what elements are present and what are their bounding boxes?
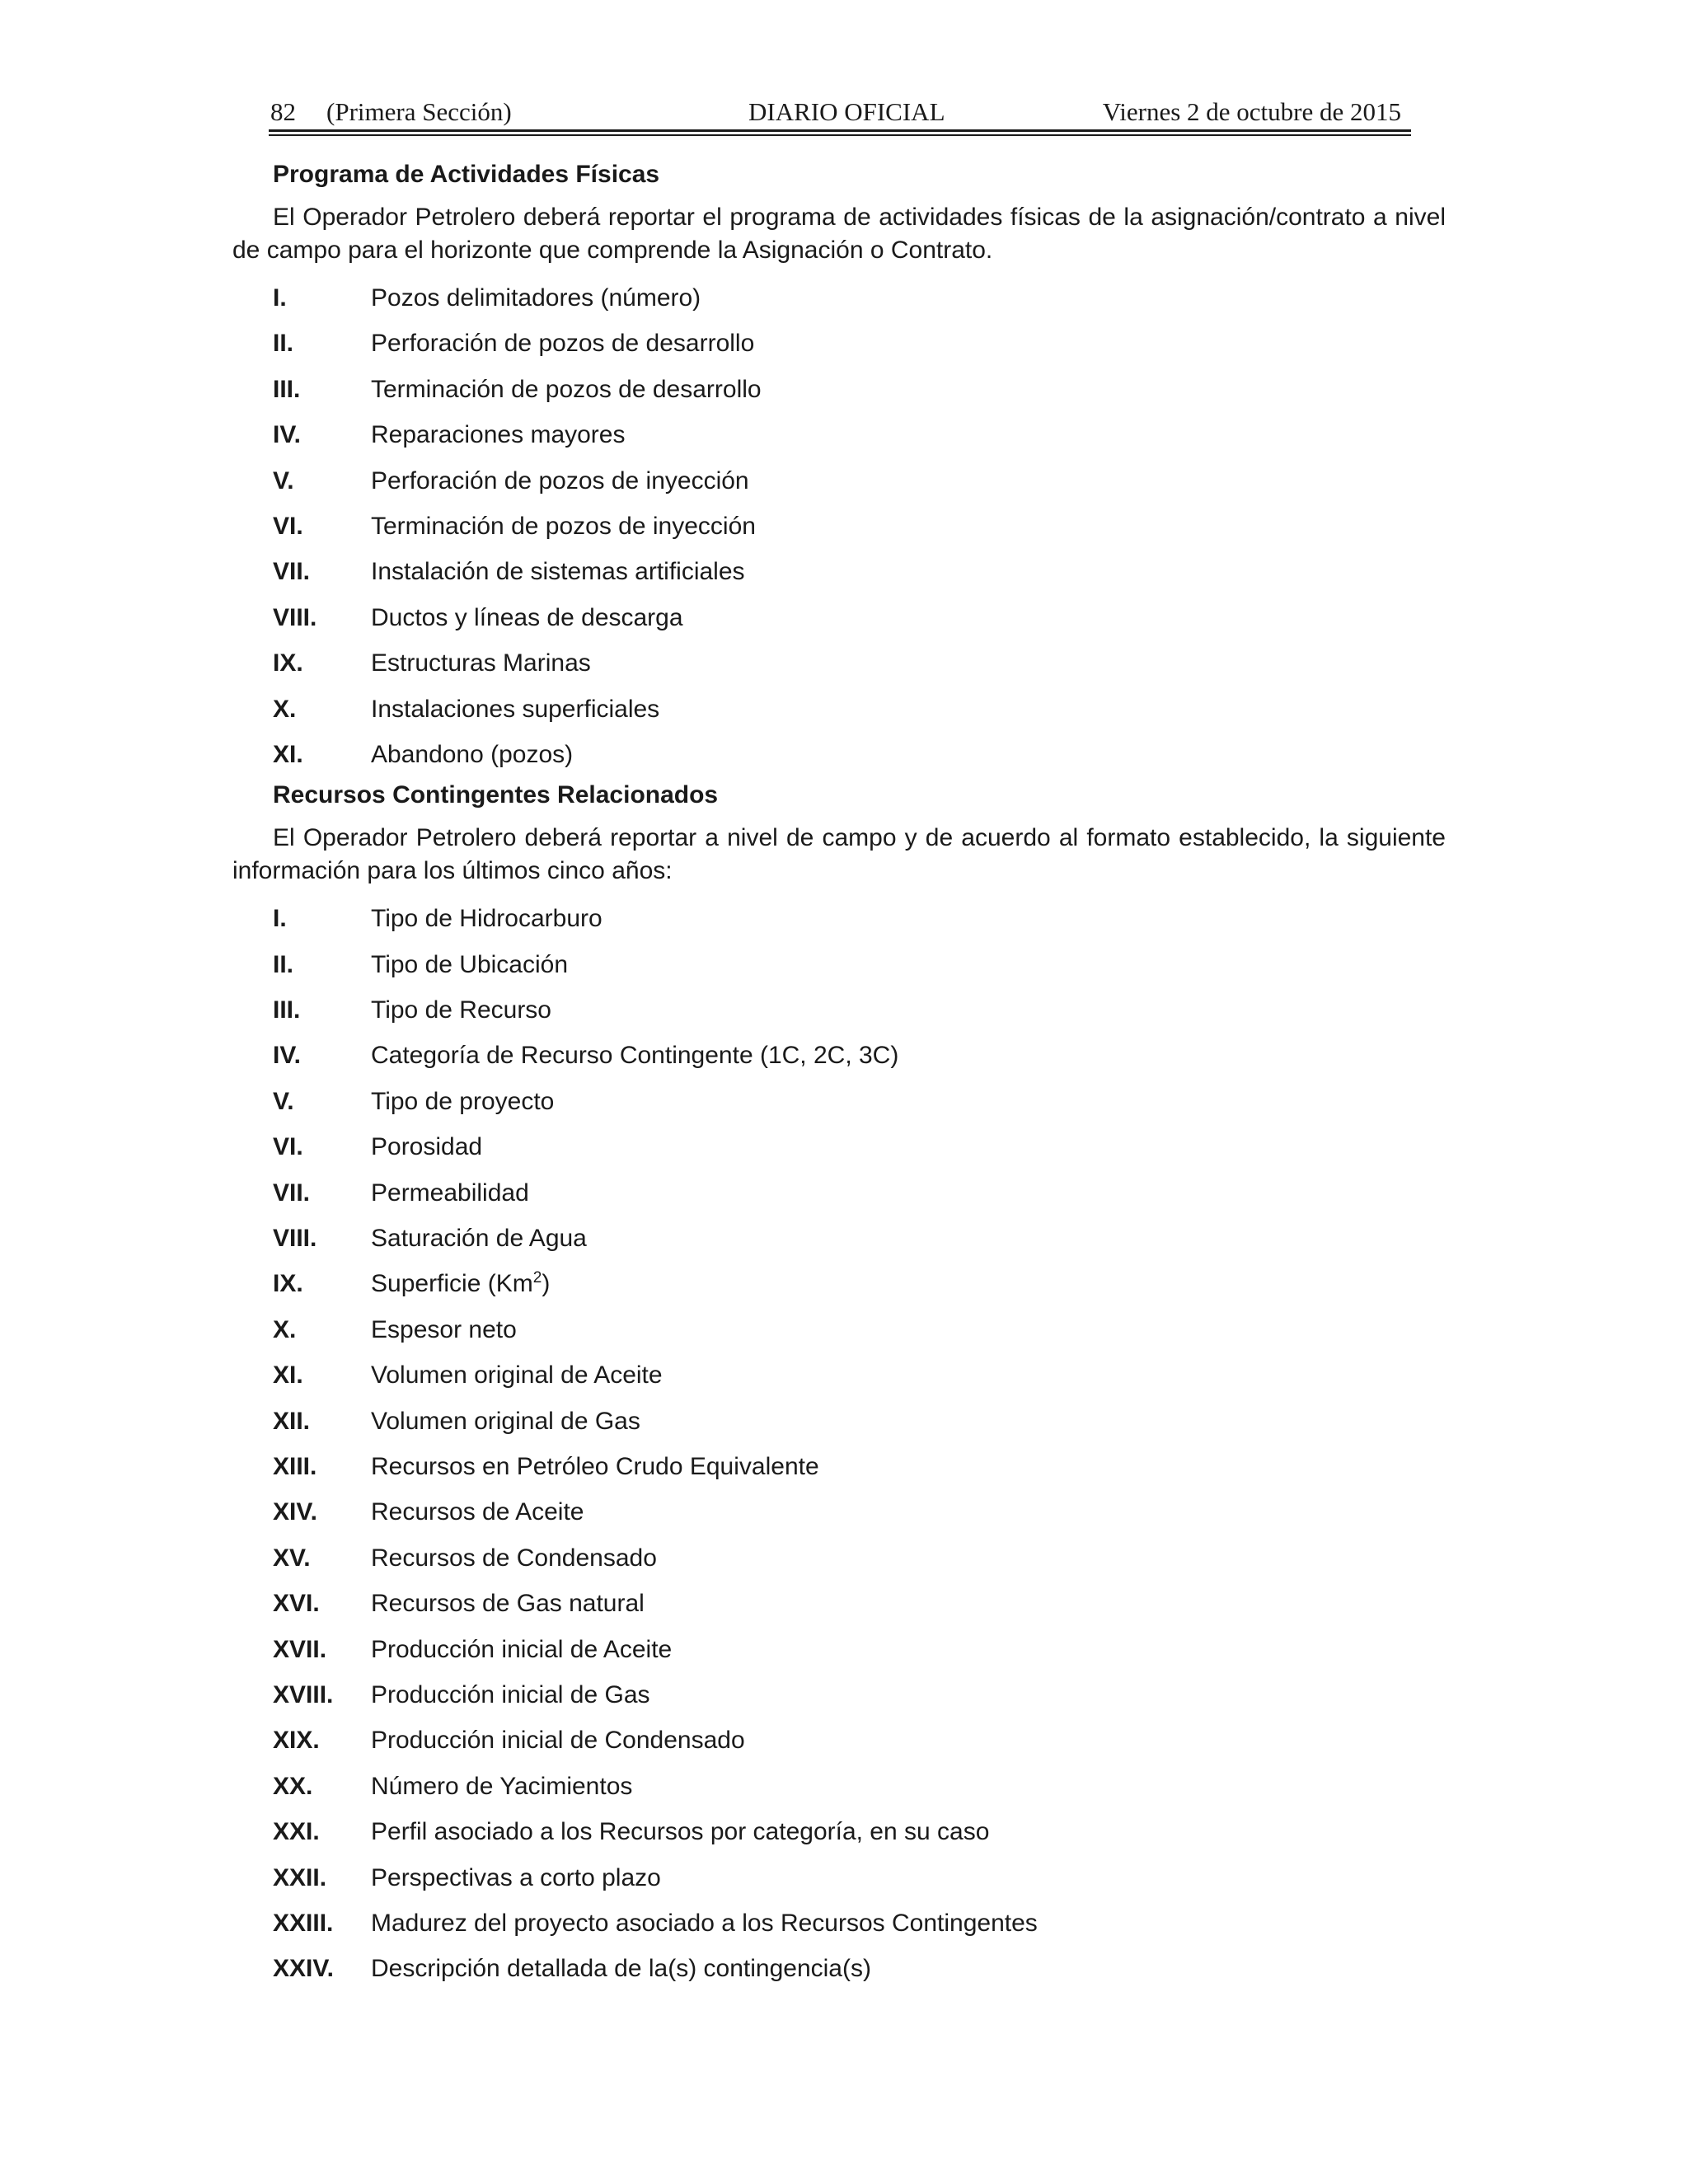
list-item-text-main: Reparaciones mayores: [371, 421, 626, 449]
list-item-number: XVIII.: [273, 1680, 334, 1708]
list-item: [232, 1900, 1446, 1946]
list-item: [232, 1444, 1446, 1489]
list-item-text: [371, 1900, 1038, 1946]
list-item: [232, 1718, 1446, 1763]
list-item-text-main: Abandono (pozos): [371, 740, 574, 768]
list-item-text-main: Pozos delimitadores (número): [371, 284, 701, 312]
list-item-number: II.: [273, 950, 294, 978]
page-number: 82: [270, 97, 296, 126]
list-item-text-suffix: ): [542, 1270, 551, 1298]
list-item-text: [371, 1672, 650, 1718]
list-item-number: XXIII.: [273, 1909, 334, 1937]
list-item-number: III.: [273, 996, 301, 1024]
list-item-text-main: Descripción detallada de la(s) contingencia(s): [371, 1955, 871, 1983]
list-item-text-main: Perspectivas a corto plazo: [371, 1863, 661, 1891]
list-item: [232, 1079, 1446, 1124]
publication-name: DIARIO OFICIAL: [748, 97, 945, 126]
list-item: [232, 1307, 1446, 1352]
list-item-text: [371, 1033, 898, 1078]
list-item-text: [371, 504, 756, 549]
list-item-text: [371, 896, 603, 941]
list-item-number: XIX.: [273, 1727, 320, 1755]
list-item-number: XV.: [273, 1544, 311, 1572]
list-item-text: [371, 1718, 745, 1763]
list-item-text: [371, 595, 683, 640]
page-header: [270, 94, 1401, 130]
list-item: [232, 1216, 1446, 1261]
list-item-text: [371, 1764, 632, 1809]
list-item-number: XXIV.: [273, 1955, 334, 1983]
section-paragraph-physical-activities: El Operador Petrolero deberá reportar el programa de actividades físicas de la asignación/contrato a nivel de campo para el horizonte que comprende la Asignación o Contrato.: [232, 204, 1446, 264]
list-item: [232, 1261, 1446, 1306]
list-item: [232, 321, 1446, 366]
list-item: [232, 1627, 1446, 1672]
list-item-text-main: Instalaciones superficiales: [371, 695, 660, 723]
list-item-text-main: Tipo de Ubicación: [371, 950, 569, 978]
list-item-text-main: Recursos en Petróleo Crudo Equivalente: [371, 1452, 819, 1480]
list-item-text: [371, 640, 591, 686]
list-item-text: [371, 1855, 661, 1900]
list-item-number: VIII.: [273, 1225, 317, 1253]
list-item-text: [371, 1946, 871, 1991]
list-item: [232, 942, 1446, 987]
list-item-number: II.: [273, 330, 294, 358]
list-item-number: VIII.: [273, 603, 317, 631]
list-item-text-main: Recursos de Condensado: [371, 1544, 657, 1572]
list-item-text: [371, 942, 568, 987]
list-item: [232, 1399, 1446, 1444]
list-item-text: [371, 987, 551, 1033]
list-item-text-main: Volumen original de Aceite: [371, 1361, 663, 1390]
list-item: [232, 1535, 1446, 1581]
list-item: [232, 549, 1446, 594]
list-item-number: VI.: [273, 512, 303, 540]
list-item: [232, 595, 1446, 640]
list-item-text-main: Recursos de Gas natural: [371, 1590, 645, 1618]
list-item-number: XI.: [273, 740, 303, 768]
list-item: [232, 367, 1446, 412]
list-item-text: [371, 1124, 482, 1169]
header-rule-thin: [269, 134, 1411, 136]
list-item-number: XIV.: [273, 1498, 317, 1526]
list-item-text: [371, 1399, 640, 1444]
list-item: [232, 504, 1446, 549]
list-item-number: VII.: [273, 1179, 311, 1207]
list-item-text: [371, 367, 762, 412]
list-item-text-main: Producción inicial de Condensado: [371, 1727, 745, 1755]
list-item-text-main: Perforación de pozos de desarrollo: [371, 330, 755, 358]
list-item-number: VI.: [273, 1133, 303, 1161]
list-item-text: [371, 549, 745, 594]
list-item-text: [371, 1261, 550, 1306]
list-item-number: XIII.: [273, 1452, 317, 1480]
list-item-text-main: Espesor neto: [371, 1315, 517, 1343]
list-item: [232, 1672, 1446, 1718]
list-item-number: XI.: [273, 1361, 303, 1390]
section-heading-physical-activities: Programa de Actividades Físicas: [273, 161, 660, 188]
list-item: [232, 412, 1446, 457]
list-item-text: [371, 1489, 584, 1535]
list-item: [232, 458, 1446, 504]
list-item-superscript: 2: [532, 1269, 542, 1287]
list-item-text: [371, 321, 754, 366]
list-item: [232, 1581, 1446, 1626]
list-item-number: XVI.: [273, 1590, 320, 1618]
list-item-text-main: Superficie (Km: [371, 1270, 533, 1298]
list-item-number: IV.: [273, 421, 301, 449]
list-item: [232, 1033, 1446, 1078]
list-item-text-main: Volumen original de Gas: [371, 1407, 640, 1435]
publication-date: Viernes 2 de octubre de 2015: [1102, 97, 1401, 126]
list-item: [232, 1809, 1446, 1854]
list-item-text-main: Terminación de pozos de desarrollo: [371, 375, 762, 403]
list-item-number: XX.: [273, 1772, 313, 1800]
list-item-number: I.: [273, 905, 287, 933]
list-item-text-main: Tipo de proyecto: [371, 1087, 555, 1115]
list-item-text: [371, 1809, 989, 1854]
list-item: [232, 687, 1446, 732]
list-item-text: [371, 412, 625, 457]
list-item-text: [371, 275, 701, 321]
list-item-text-main: Producción inicial de Gas: [371, 1680, 650, 1708]
list-item-number: VII.: [273, 558, 311, 586]
list-item-text-main: Tipo de Recurso: [371, 996, 551, 1024]
document-body: [232, 157, 1446, 1992]
section-paragraph-contingent-resources: El Operador Petrolero deberá reportar a nivel de campo y de acuerdo al formato establecido, la siguiente información para los últimos cinco años:: [232, 824, 1446, 885]
list-item-text: [371, 1216, 587, 1261]
list-item: [232, 640, 1446, 686]
list-item-text-main: Perfil asociado a los Recursos por categoría, en su caso: [371, 1818, 990, 1846]
list-item-text: [371, 1444, 819, 1489]
list-item-text-main: Saturación de Agua: [371, 1225, 587, 1253]
section-label: (Primera Sección): [326, 97, 512, 126]
list-item-text: [371, 1627, 672, 1672]
list-item: [232, 1764, 1446, 1809]
list-item-number: IX.: [273, 1270, 303, 1298]
list-item-number: XXII.: [273, 1863, 327, 1891]
list-item-number: III.: [273, 375, 301, 403]
list-item-text: [371, 1170, 529, 1216]
list-item-text: [371, 1307, 517, 1352]
list-item: [232, 896, 1446, 941]
list-item-text: [371, 1352, 663, 1398]
list-item-text-main: Producción inicial de Aceite: [371, 1635, 673, 1663]
list-item-text: [371, 458, 749, 504]
list-item: [232, 275, 1446, 321]
list-item: [232, 1170, 1446, 1216]
list-item: [232, 1489, 1446, 1535]
list-item-text-main: Madurez del proyecto asociado a los Recursos Contingentes: [371, 1909, 1038, 1937]
list-item-number: XVII.: [273, 1635, 327, 1663]
list-item: [232, 732, 1446, 777]
list-item-number: XXI.: [273, 1818, 320, 1846]
list-item-text-main: Tipo de Hidrocarburo: [371, 905, 603, 933]
list-item-number: V.: [273, 1087, 294, 1115]
list-item-text-main: Recursos de Aceite: [371, 1498, 584, 1526]
list-item-number: XII.: [273, 1407, 311, 1435]
list-item-text-main: Número de Yacimientos: [371, 1772, 633, 1800]
list-item-text-main: Estructuras Marinas: [371, 649, 591, 677]
physical-activities-list: [232, 275, 1446, 777]
list-item-number: IV.: [273, 1042, 301, 1070]
list-item-text-main: Ductos y líneas de descarga: [371, 603, 683, 631]
list-item-text: [371, 687, 659, 732]
list-item-text: [371, 1581, 645, 1626]
list-item-text: [371, 732, 573, 777]
list-item-number: I.: [273, 284, 287, 312]
list-item-text-main: Categoría de Recurso Contingente (1C, 2C, 3C): [371, 1042, 899, 1070]
list-item: [232, 1352, 1446, 1398]
list-item-number: X.: [273, 695, 297, 723]
list-item-text-main: Instalación de sistemas artificiales: [371, 558, 745, 586]
list-item: [232, 987, 1446, 1033]
list-item-number: V.: [273, 466, 294, 494]
list-item-text: [371, 1535, 657, 1581]
header-rule-thick: [269, 129, 1411, 132]
list-item: [232, 1124, 1446, 1169]
contingent-resources-list: [232, 896, 1446, 1991]
list-item-number: IX.: [273, 649, 303, 677]
list-item-text-main: Permeabilidad: [371, 1179, 529, 1207]
list-item-text-main: Terminación de pozos de inyección: [371, 512, 756, 540]
list-item: [232, 1855, 1446, 1900]
list-item-text: [371, 1079, 554, 1124]
list-item-text-main: Porosidad: [371, 1133, 483, 1161]
list-item-text-main: Perforación de pozos de inyección: [371, 466, 749, 494]
list-item: [232, 1946, 1446, 1991]
section-heading-contingent-resources: Recursos Contingentes Relacionados: [273, 781, 719, 809]
list-item-number: X.: [273, 1315, 297, 1343]
